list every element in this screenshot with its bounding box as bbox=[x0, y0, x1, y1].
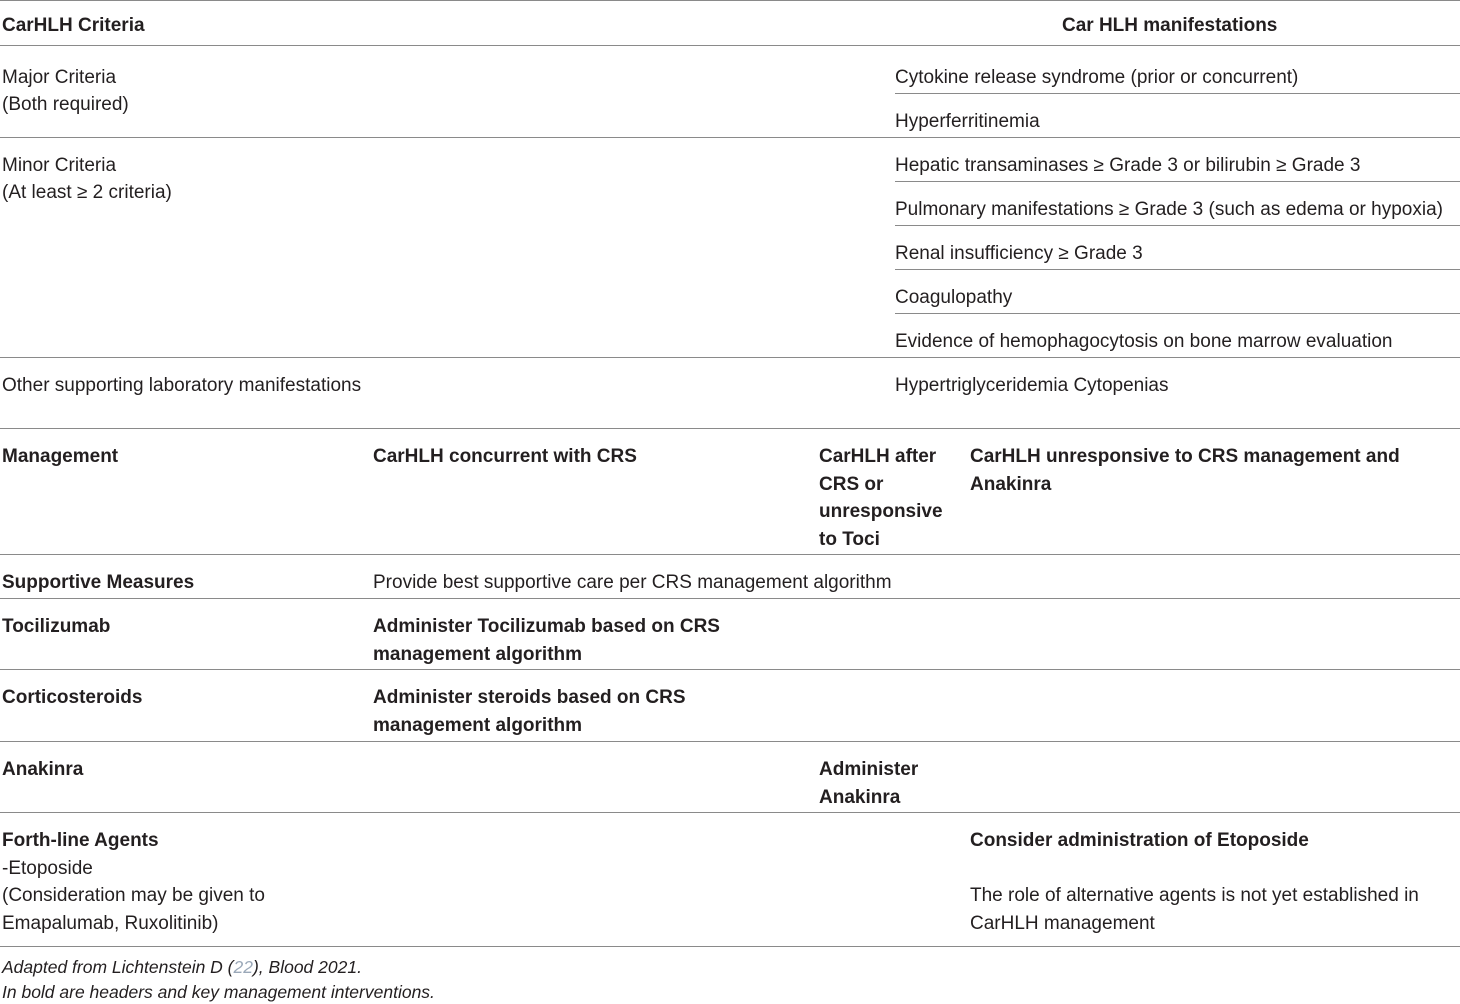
item-divider bbox=[895, 313, 1460, 314]
major-criteria-note: (Both required) bbox=[2, 94, 129, 115]
forth-line-detail: -Etoposide (Consideration may be given to Emapalumab, Ruxolitinib) bbox=[2, 857, 265, 934]
row-label-tocilizumab: Tocilizumab bbox=[2, 616, 111, 637]
header-management: Management bbox=[2, 446, 119, 467]
footnote-source-prefix: Adapted from Lichtenstein D ( bbox=[2, 957, 234, 977]
item-divider bbox=[895, 269, 1460, 270]
row-divider bbox=[0, 741, 1460, 742]
row-label-forth-line-agents: Forth-line Agents bbox=[2, 830, 159, 851]
minor-other-divider bbox=[0, 357, 1460, 358]
header-after-crs: CarHLH after CRS or unresponsive to Toci bbox=[819, 446, 943, 550]
row-label-anakinra: Anakinra bbox=[2, 759, 84, 780]
row-label-supportive-measures: Supportive Measures bbox=[2, 572, 195, 593]
item-divider bbox=[895, 181, 1460, 182]
other-supporting-label: Other supporting laboratory manifestations bbox=[2, 375, 362, 396]
other-supporting-value: Hypertriglyceridemia Cytopenias bbox=[895, 375, 1169, 396]
major-criteria-label: Major Criteria bbox=[2, 67, 117, 88]
row-divider bbox=[0, 812, 1460, 813]
minor-item-hepatic: Hepatic transaminases ≥ Grade 3 or bilirubin ≥ Grade 3 bbox=[895, 155, 1361, 176]
table-bottom-border bbox=[0, 946, 1460, 947]
management-header-divider bbox=[0, 554, 1460, 555]
minor-item-renal: Renal insufficiency ≥ Grade 3 bbox=[895, 243, 1143, 264]
footnote-source-suffix: ), Blood 2021. bbox=[252, 957, 362, 977]
header-car-hlh-manifestations: Car HLH manifestations bbox=[1062, 15, 1278, 36]
table-top-border bbox=[0, 0, 1460, 1]
minor-item-coagulopathy: Coagulopathy bbox=[895, 287, 1013, 308]
header-carhlh-criteria: CarHLH Criteria bbox=[2, 15, 145, 36]
header-concurrent-with-crs: CarHLH concurrent with CRS bbox=[373, 446, 637, 467]
minor-item-pulmonary: Pulmonary manifestations ≥ Grade 3 (such as edema or hypoxia) bbox=[895, 199, 1443, 220]
minor-criteria-label: Minor Criteria bbox=[2, 155, 117, 176]
major-item-hyperferritinemia: Hyperferritinemia bbox=[895, 111, 1040, 132]
supportive-measures-text: Provide best supportive care per CRS management algorithm bbox=[373, 572, 892, 593]
header-divider bbox=[0, 45, 1460, 46]
row-divider bbox=[0, 669, 1460, 670]
major-minor-divider bbox=[0, 137, 1460, 138]
footnote-bold-note: In bold are headers and key management interventions. bbox=[2, 982, 435, 1002]
forth-line-note: The role of alternative agents is not yet established in CarHLH management bbox=[970, 885, 1419, 934]
forth-line-action: Consider administration of Etoposide bbox=[970, 830, 1309, 851]
tocilizumab-text: Administer Tocilizumab based on CRS management algorithm bbox=[373, 616, 720, 665]
criteria-table-bottom-border bbox=[0, 428, 1460, 429]
minor-criteria-note: (At least ≥ 2 criteria) bbox=[2, 182, 172, 203]
item-divider bbox=[895, 225, 1460, 226]
footnote-source bbox=[2, 954, 362, 982]
item-divider bbox=[895, 93, 1460, 94]
row-label-corticosteroids: Corticosteroids bbox=[2, 687, 143, 708]
corticosteroids-text: Administer steroids based on CRS management algorithm bbox=[373, 687, 686, 736]
header-unresponsive: CarHLH unresponsive to CRS management and Anakinra bbox=[970, 446, 1400, 495]
row-divider bbox=[0, 598, 1460, 599]
anakinra-text: Administer Anakinra bbox=[819, 759, 919, 808]
minor-item-hemophagocytosis: Evidence of hemophagocytosis on bone marrow evaluation bbox=[895, 331, 1393, 352]
major-item-crs: Cytokine release syndrome (prior or concurrent) bbox=[895, 67, 1299, 88]
footnote-reference-link[interactable]: 22 bbox=[233, 957, 253, 977]
